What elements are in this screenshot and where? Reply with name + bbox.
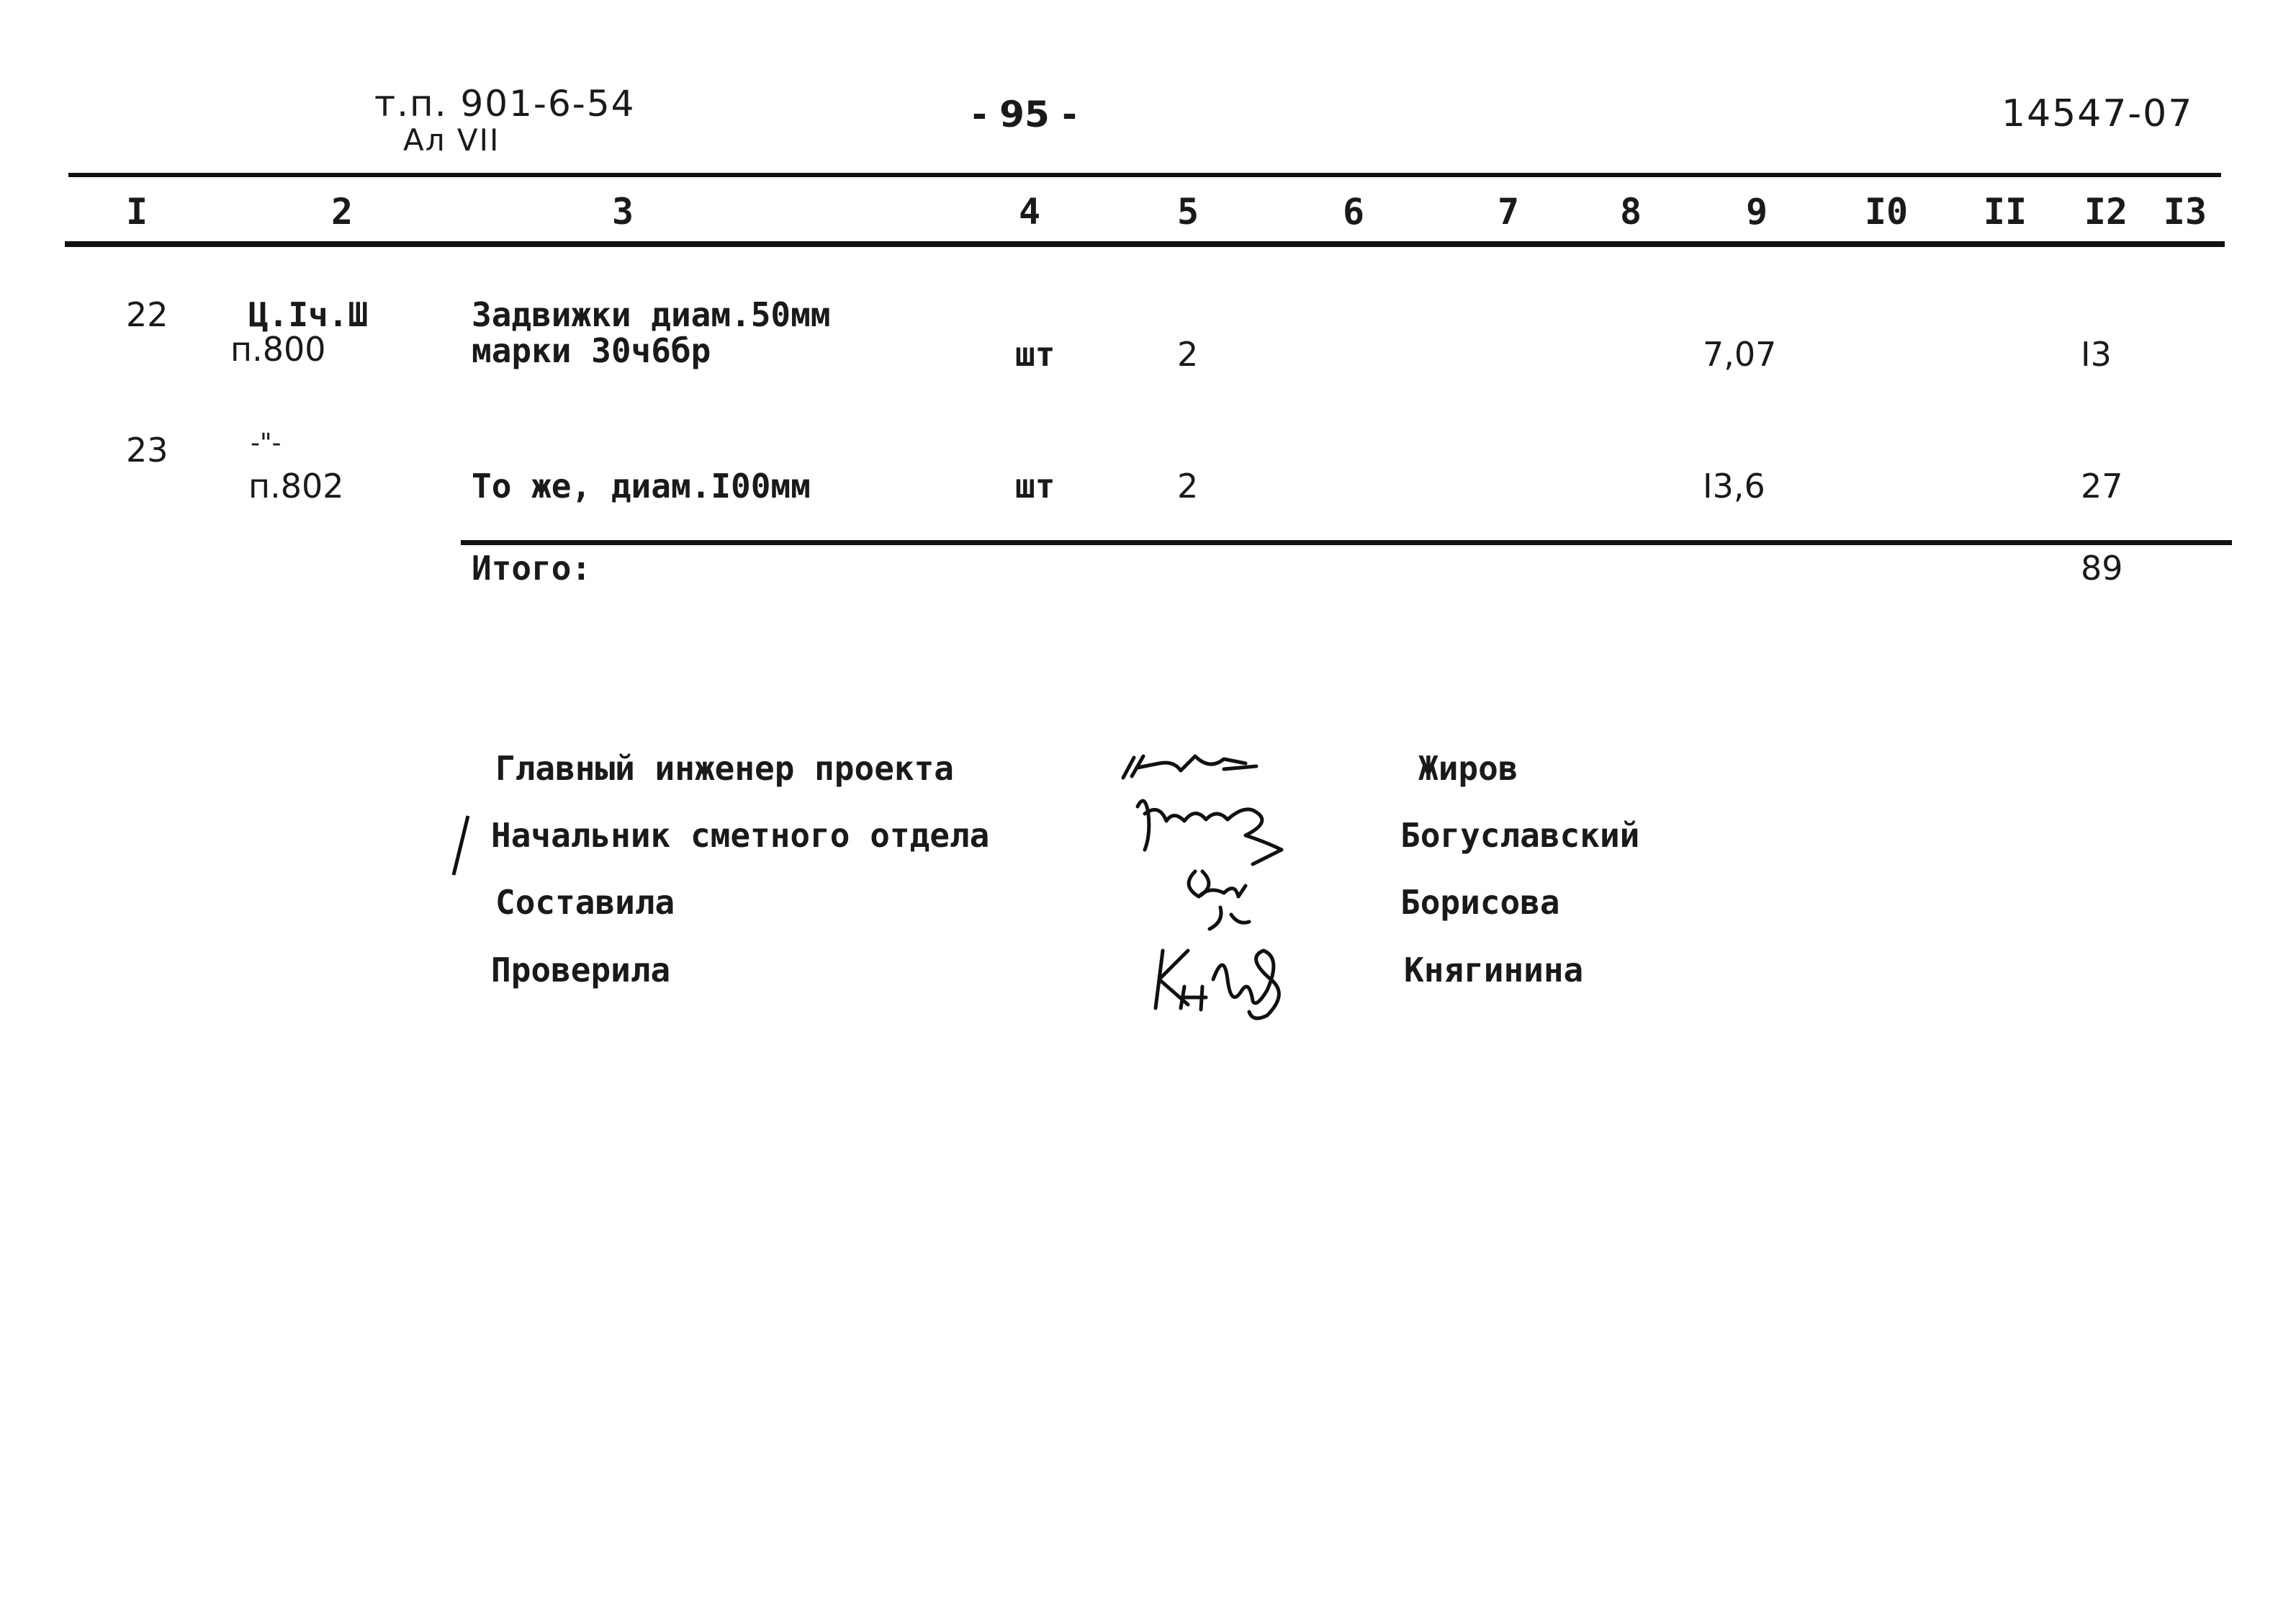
signature-role: Начальник сметного отдела xyxy=(491,816,990,855)
col12-value: I3 xyxy=(2081,335,2112,374)
col-header: I2 xyxy=(2084,191,2128,233)
page-number: - 95 - xyxy=(972,94,1077,135)
col9-value: 7,07 xyxy=(1703,335,1777,374)
col-header: 5 xyxy=(1176,191,1199,233)
signatory-name: Княгинина xyxy=(1404,951,1584,989)
col-header: II xyxy=(1983,191,2027,233)
col-header: 6 xyxy=(1342,191,1365,233)
col12-value: 27 xyxy=(2081,467,2123,506)
album-code: Ал VII xyxy=(403,122,500,158)
handwritten-signatures xyxy=(1116,742,1418,1044)
description: марки 30ч6бр xyxy=(472,331,711,370)
unit: шт xyxy=(1015,467,1055,506)
header-bottom-rule xyxy=(65,241,2225,247)
col-header: 7 xyxy=(1497,191,1520,233)
document-number: 14547-07 xyxy=(2002,92,2194,135)
quantity: 2 xyxy=(1177,335,1199,374)
reference: Ц.Iч.Ш xyxy=(248,295,369,334)
ditto-mark: -"- xyxy=(251,428,282,458)
margin-mark xyxy=(446,810,475,882)
reference-item: п.802 xyxy=(248,467,344,506)
signature-role: Проверила xyxy=(491,951,671,989)
signature-role: Составила xyxy=(495,883,675,922)
signatory-name: Богуславский xyxy=(1400,816,1640,855)
reference-item: п.800 xyxy=(230,330,326,369)
total-value: 89 xyxy=(2081,549,2123,588)
col9-value: I3,6 xyxy=(1703,467,1765,506)
row-number: 22 xyxy=(126,295,168,334)
description: Задвижки диам.50мм xyxy=(472,295,831,334)
col-header: 9 xyxy=(1745,191,1768,233)
col-header: I3 xyxy=(2163,191,2207,233)
total-label: Итого: xyxy=(472,549,592,588)
signatory-name: Борисова xyxy=(1400,883,1560,922)
col-header: I0 xyxy=(1864,191,1909,233)
col-header: 8 xyxy=(1619,191,1642,233)
col-header: 4 xyxy=(1018,191,1041,233)
top-rule xyxy=(68,173,2221,177)
col-header: 3 xyxy=(611,191,634,233)
col-header: 2 xyxy=(330,191,354,233)
signature-role: Главный инженер проекта xyxy=(495,749,954,788)
signatory-name: Жиров xyxy=(1418,749,1518,788)
project-code: т.п. 901-6-54 xyxy=(374,83,636,125)
quantity: 2 xyxy=(1177,467,1199,506)
total-rule xyxy=(461,540,2232,545)
col-header: I xyxy=(125,191,148,233)
unit: шт xyxy=(1015,335,1055,374)
row-number: 23 xyxy=(126,431,168,470)
description: То же, диам.I00мм xyxy=(472,467,811,506)
